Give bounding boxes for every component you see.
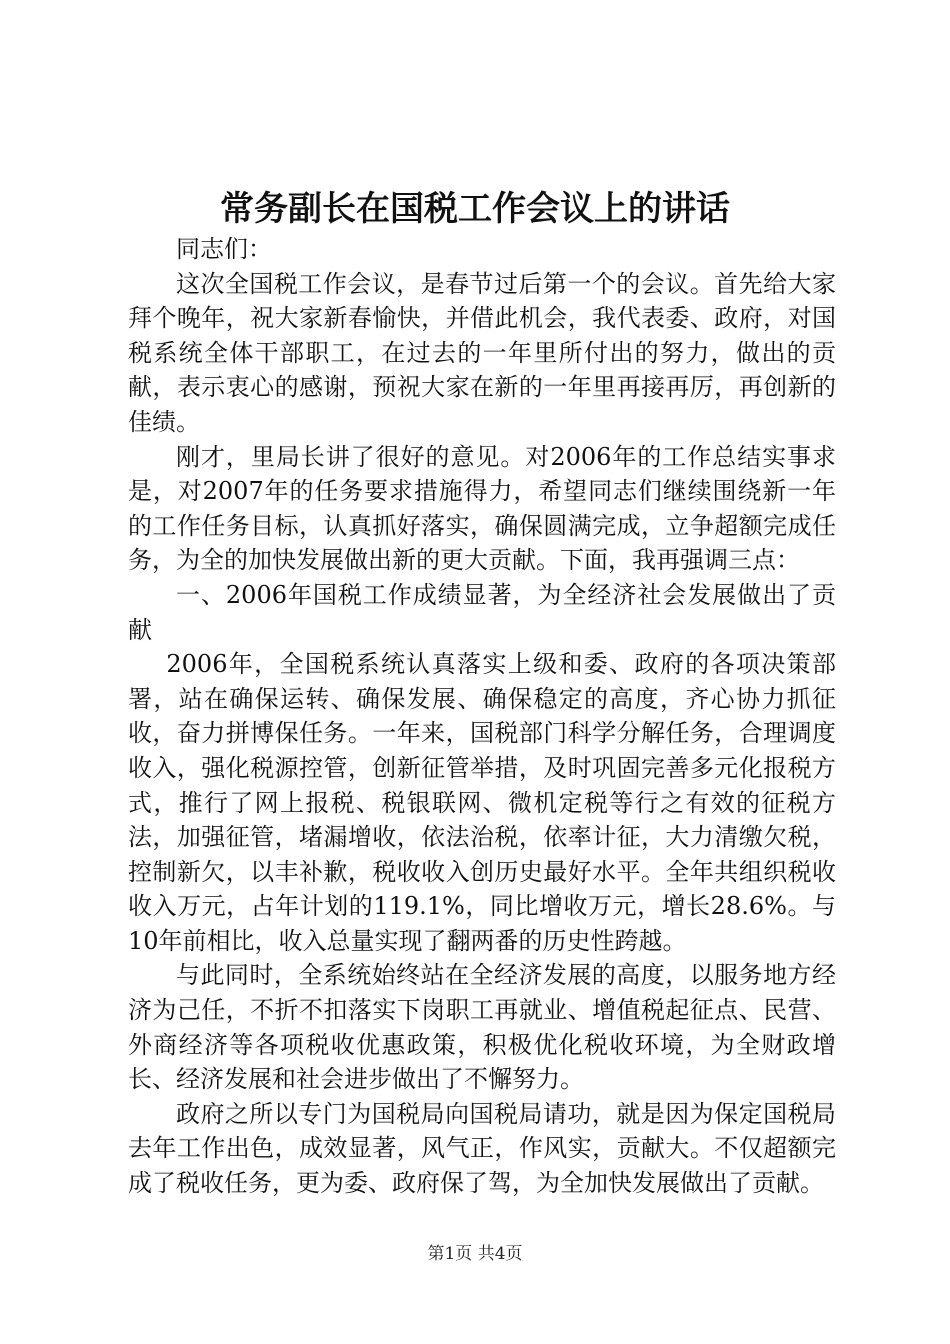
paragraph-2: 刚才，里局长讲了很好的意见。对2006年的工作总结实事求是，对2007年的任务要求措施得力，希望同志们继续围绕新一年的工作任务目标，认真抓好落实，确保圆满完成，立争超额完成任务，为全的加快发展做出新的更大贡献。下面，我再强调三点：: [128, 442, 836, 575]
paragraph-salutation: 同志们：: [176, 235, 272, 263]
document-body: [128, 232, 836, 1201]
paragraph-1: 这次全国税工作会议，是春节过后第一个的会议。首先给大家拜个晚年，祝大家新春愉快，并借此机会，我代表委、政府，对国税系统全体干部职工，在过去的一年里所付出的努力，做出的贡献，表示衷心的感谢，预祝大家在新的一年里再接再厉，再创新的佳绩。: [128, 269, 836, 436]
paragraph-3: 2006年，全国税系统认真落实上级和委、政府的各项决策部署，站在确保运转、确保发展、确保稳定的高度，齐心协力抓征收，奋力拼博保任务。一年来，国税部门科学分解任务，合理调度收入，强化税源控管，创新征管举措，及时巩固完善多元化报税方式，推行了网上报税、税银联网、微机定税等行之有效的征税方法，加强征管，堵漏增收，依法治税，依率计征，大力清缴欠税，控制新欠，以丰补歉，税收收入创历史最好水平。全年共组织税收收入万元，占年计划的119.1%，同比增收万元，增长28.6%。与10年前相比，收入总量实现了翻两番的历史性跨越。: [128, 650, 836, 955]
document-title: 常务副长在国税工作会议上的讲话: [220, 189, 730, 229]
section-heading-1: 一、2006年国税工作成绩显著，为全经济社会发展做出了贡献: [128, 580, 836, 644]
paragraph-5: 政府之所以专门为国税局向国税局请功，就是因为保定国税局去年工作出色，成效显著，风气正，作风实，贡献大。不仅超额完成了税收任务，更为委、政府保了驾，为全加快发展做出了贡献。: [128, 1099, 836, 1198]
paragraph-4: 与此同时，全系统始终站在全经济发展的高度，以服务地方经济为己任，不折不扣落实下岗职工再就业、增值税起征点、民营、外商经济等各项税收优惠政策，积极优化税收环境，为全财政增长、经济发展和社会进步做出了不懈努力。: [128, 961, 836, 1094]
page-footer: 第1页 共4页: [427, 1244, 523, 1264]
